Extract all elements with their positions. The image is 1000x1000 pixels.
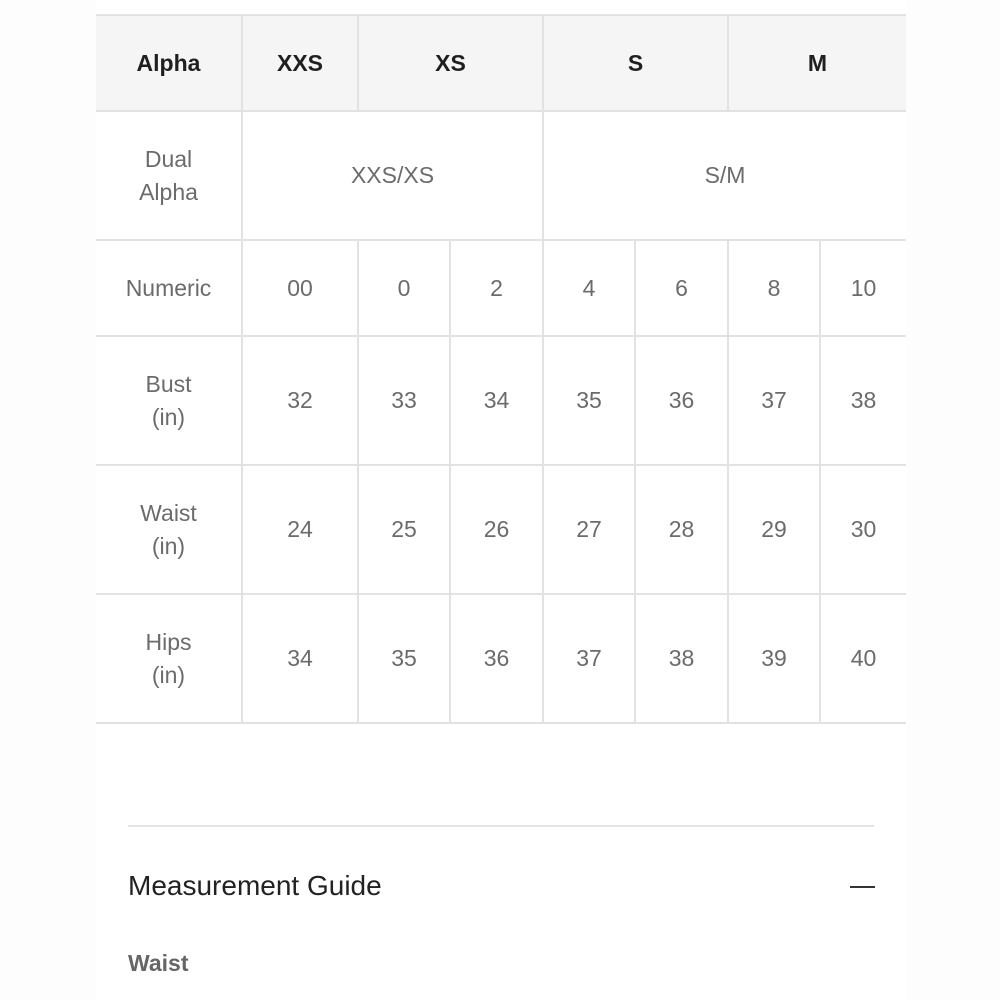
measurement-guide-title[interactable]: Measurement Guide [128,870,382,901]
waist-cell: 27 [543,465,635,594]
bust-cell: 37 [728,336,820,465]
numeric-cell: 00 [242,240,358,336]
hips-row [96,594,906,723]
bust-cell: 38 [820,336,906,465]
numeric-cell: 10 [820,240,906,336]
waist-label: Waist (in) [96,465,242,594]
hips-cell: 35 [358,594,450,723]
hips-cell: 39 [728,594,820,723]
bust-cell: 35 [543,336,635,465]
waist-row [96,465,906,594]
numeric-label: Numeric [96,240,242,336]
hips-cell: 38 [635,594,728,723]
hips-label: Hips (in) [96,594,242,723]
waist-cell: 26 [450,465,543,594]
alpha-label: Alpha [96,15,242,111]
hips-cell: 37 [543,594,635,723]
hips-cell: 34 [242,594,358,723]
numeric-cell: 2 [450,240,543,336]
section-divider [128,825,874,827]
numeric-cell: 6 [635,240,728,336]
hips-cell: 36 [450,594,543,723]
numeric-row [96,240,906,336]
bust-cell: 34 [450,336,543,465]
hips-cell: 40 [820,594,906,723]
waist-cell: 28 [635,465,728,594]
bust-cell: 32 [242,336,358,465]
waist-cell: 29 [728,465,820,594]
size-chart-table [96,14,906,724]
dual-alpha-cell: XXS/XS [242,111,543,240]
dual-alpha-label: Dual Alpha [96,111,242,240]
minus-icon-bar [850,886,875,888]
numeric-cell: 0 [358,240,450,336]
minus-icon[interactable] [850,874,876,900]
alpha-size-cell: XXS [242,15,358,111]
bust-row [96,336,906,465]
waist-section-heading: Waist [128,950,189,976]
alpha-size-cell: S [543,15,728,111]
alpha-row [96,15,906,111]
bust-cell: 33 [358,336,450,465]
waist-cell: 30 [820,465,906,594]
waist-cell: 25 [358,465,450,594]
bust-label: Bust (in) [96,336,242,465]
dual-alpha-row [96,111,906,240]
waist-cell: 24 [242,465,358,594]
alpha-size-cell: XS [358,15,543,111]
numeric-cell: 8 [728,240,820,336]
dual-alpha-cell: S/M [543,111,906,240]
alpha-size-cell: M [728,15,906,111]
numeric-cell: 4 [543,240,635,336]
bust-cell: 36 [635,336,728,465]
